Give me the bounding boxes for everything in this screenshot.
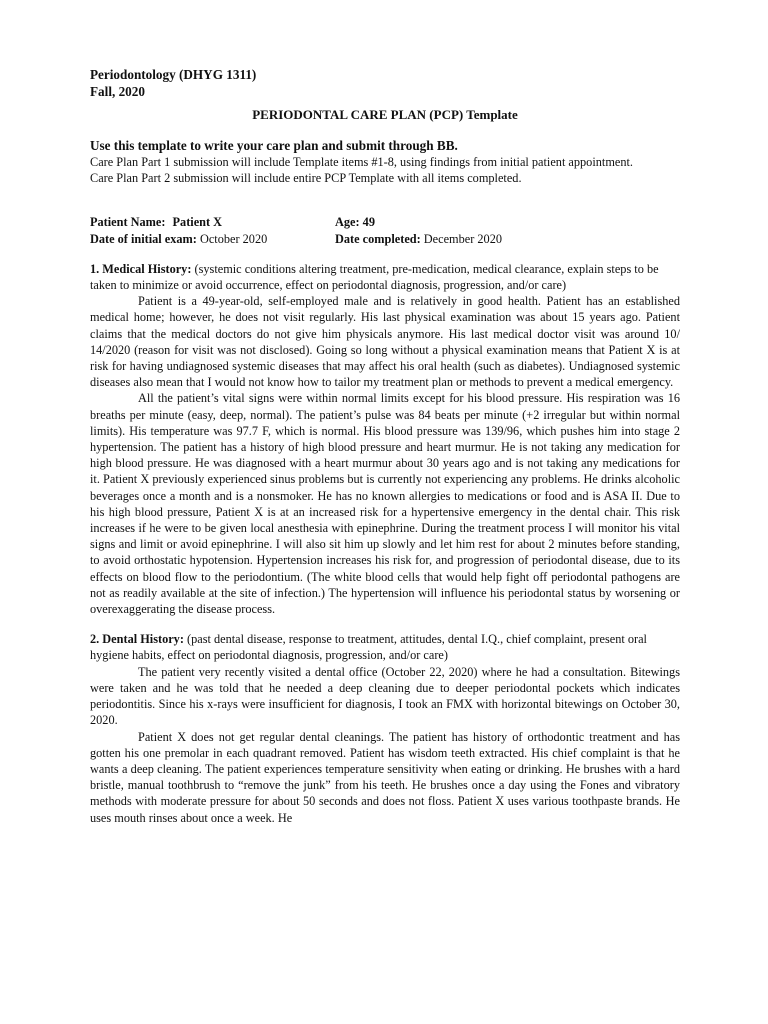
exam-date-row (90, 231, 680, 247)
initial-exam-label: Date of initial exam: (90, 231, 197, 246)
medical-history-heading: 1. Medical History: (90, 261, 192, 276)
document-title: PERIODONTAL CARE PLAN (PCP) Template (252, 107, 518, 122)
age-label: Age: (335, 215, 360, 230)
term: Fall, 2020 (90, 84, 145, 99)
date-completed-value: December 2020 (423, 231, 502, 246)
document-body (90, 66, 680, 826)
instructions-part2: Care Plan Part 2 submission will include entire PCP Template with all items completed. (90, 171, 522, 186)
dental-history-section (90, 631, 680, 663)
dental-history-paragraph: Patient X does not get regular dental cleanings. The patient has history of orthodontic treatment and has gotten his one premolar in each quadrant removed. Patient has wisdom teeth extracted. His chief complaint is that he wants a deep cleaning. The patient experiences temperature sensitivity when eating or drinking. He brushes with a hard bristle, manual toothbrush to “remove the junk” from his teeth. He brushes once a day using the Fones and vibratory methods with moderate pressure for about 50 seconds and does not floss. Patient X uses various toothpaste brands. He uses mouth rinses about once a week. He (90, 729, 680, 825)
dental-history-paragraph: The patient very recently visited a dental office (October 22, 2020) where he had a consultation. Bitewings were taken and he was told that he needed a deep cleaning due to deeper periodontal pockets which indicates periodontitis. Since his x-rays were insufficient for diagnosis, I took an FMX with horizontal bitewings on October 30, 2020. (90, 664, 680, 728)
date-completed-label: Date completed: (335, 231, 421, 246)
dental-history-heading: 2. Dental History: (90, 632, 184, 647)
instructions-part1: Care Plan Part 1 submission will include Template items #1-8, using findings from initial patient appointment. (90, 155, 633, 169)
medical-history-section (90, 261, 680, 293)
patient-name-row (90, 214, 680, 230)
instructions-heading: Use this template to write your care plan and submit through BB. (90, 138, 458, 153)
dental-history-description: (past dental disease, response to treatment, attitudes, dental I.Q., chief complaint, present oral hygiene habits, effect on periodontal diagnosis, progression, and/or care) (90, 632, 647, 663)
age-value: 49 (362, 215, 375, 230)
medical-history-paragraph: All the patient’s vital signs were within normal limits except for his blood pressure. His respiration was 16 breaths per minute (easy, deep, normal). The patient’s pulse was 84 beats per minute (+2 irregular but within normal limits). His temperature was 97.7 F, which is normal. His blood pressure was 139/96, which pushes him into stage 2 hypertension. The patient has a history of high blood pressure and heart murmur. He is not taking any medication for high blood pressure. He was diagnosed with a heart murmur about 30 years ago and is not taking any medications for it. Patient X previously experienced sinus problems but is currently not experiencing any problems. He drinks alcoholic beverages once a month and is a nonsmoker. He has no known allergies to medications or food and is ASA II. Due to his high blood pressure, Patient X is at an increased risk for a hypertensive emergency in the dental chair. This risk increases if he were to be given local anesthesia with epinephrine. During the treatment process I will monitor his vital signs and limit or avoid epinephrine. I will also sit him up slowly and let him rest for about 2 minutes before standing, to avoid orthostatic hypotension. Hypertension increases his risk for, and progression of periodontal disease, due to its effects on blood flow to the periodontium. (The white blood cells that would help fight off periodontal pathogens are not as readily available at the site of infection.) The hypertension will influence his periodontal status by worsening or overexaggerating the disease process. (90, 391, 680, 617)
patient-name-value: Patient X (172, 215, 223, 230)
patient-name-label: Patient Name: (90, 215, 166, 230)
medical-history-description: (systemic conditions altering treatment, pre-medication, medical clearance, explain steps to be taken to minimize or avoid occurrence, effect on periodontal diagnosis, progression, and/or care) (90, 261, 659, 293)
medical-history-paragraph: Patient is a 49-year-old, self-employed male and is relatively in good health. Patient has an established medical home; however, he does not visit regularly. His last physical examination was about 15 years ago. Patient claims that the medical doctors do not give him physicals anymore. His last medical doctor visit was around 10/ 14/2020 (reason for visit was not disclosed). Going so long without a physical examination means that Patient X is at risk for having undiagnosed systemic diseases that may affect his oral health (such as diabetes). Undiagnosed systemic diseases also mean that I would not know how to tailor my treatment plan or methods to prevent a medical emergency. (90, 294, 680, 390)
initial-exam-value: October 2020 (199, 231, 268, 246)
course-name: Periodontology (DHYG 1311) (90, 67, 257, 82)
